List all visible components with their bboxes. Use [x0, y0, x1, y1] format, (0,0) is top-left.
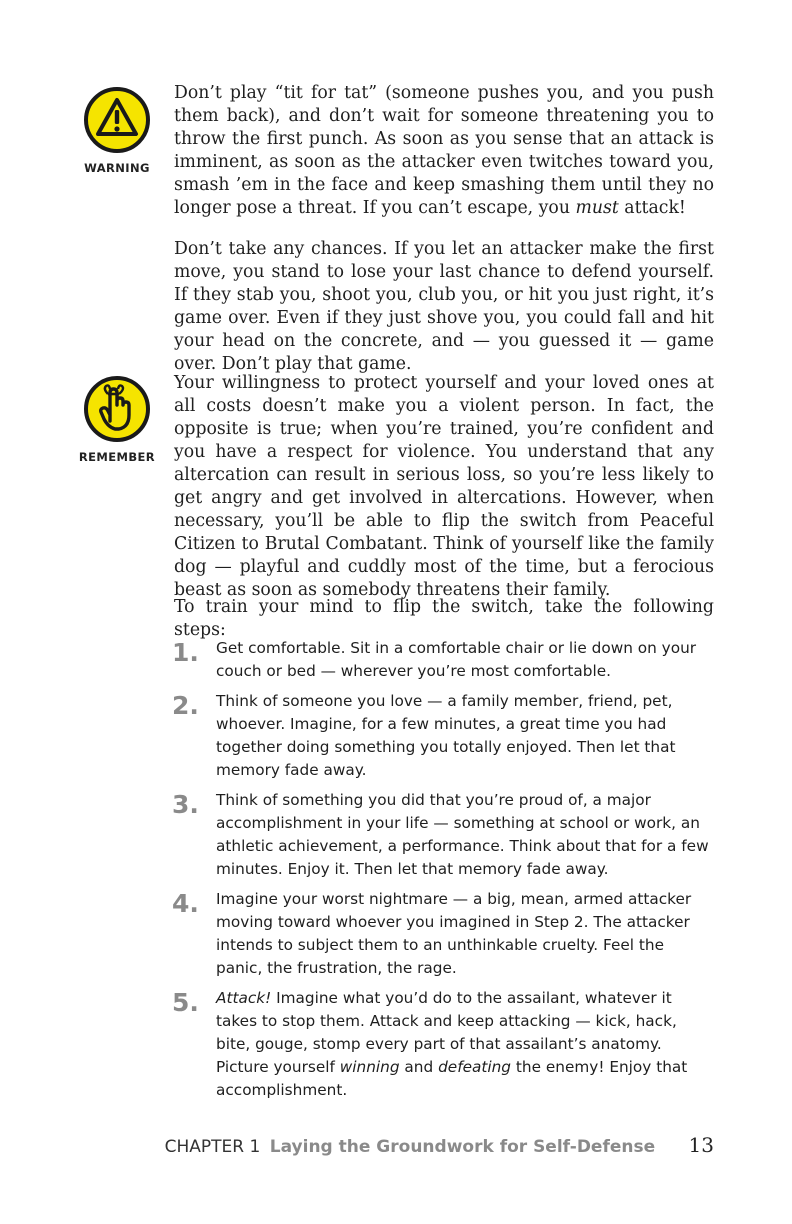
step-text: Get comfortable. Sit in a comfortable chair or lie down on your couch or bed — wherever you’re most comfortable.: [216, 639, 697, 680]
step-item: [172, 888, 712, 980]
paragraph-remember: Your willingness to protect yourself and your loved ones at all costs doesn’t make you a violent person. In fact, the opposite is true; when you’re trained, you’re confident and you have a respect for violence. You understand that any altercation can result in serious loss, so you’re less likely to get angry and get involved in altercations. However, when necessary, you’ll be able to flip the switch from Peaceful Citizen to Brutal Combatant. Think of yourself like the family dog — playful and cuddly most of the time, but a ferocious beast as soon as somebody threatens their family.: [174, 373, 714, 600]
step-item: [172, 987, 712, 1102]
step-item: [172, 690, 712, 782]
paragraph-warning: [174, 82, 714, 220]
emphasis-text: defeating: [438, 1058, 512, 1076]
emphasis-text: winning: [339, 1058, 400, 1076]
step-item: [172, 789, 712, 881]
step-text: [216, 987, 712, 1102]
emphasis-text: Attack!: [216, 989, 272, 1007]
paragraph-chances: Don’t take any chances. If you let an attacker make the first move, you stand to lose your last chance to defend yourself. If they stab you, shoot you, club you, or hit you just right, it’s game over. Even if they just shove you, you could fall and hit your head on the concrete, and — you guessed it — game over. Don’t play that game.: [174, 239, 714, 374]
step-number: 5.: [172, 988, 199, 1017]
step-text-part: Imagine what you’d do to the assailant, whatever it takes to stop them. Attack and keep attacking — kick, hack, bite, gouge, stomp every part of that assailant’s anatomy. Picture yourself: [216, 989, 677, 1076]
step-number: 3.: [172, 790, 199, 819]
step-text-part: the enemy! Enjoy that accomplishment.: [216, 1058, 688, 1099]
steps-intro: To train your mind to flip the switch, take the following steps:: [174, 597, 714, 640]
warning-callout: [72, 86, 162, 175]
step-text: Imagine your worst nightmare — a big, mean, armed attacker moving toward whoever you imagined in Step 2. The attacker intends to subject them to an unthinkable cruelty. Feel the panic, the frustration, the rage.: [216, 890, 692, 977]
chapter-number: CHAPTER 1: [164, 1137, 261, 1157]
emphasis-text: must: [575, 198, 619, 218]
warning-label: WARNING: [84, 161, 150, 175]
step-item: [172, 637, 712, 683]
page-number: 13: [688, 1133, 714, 1157]
warning-icon: [83, 86, 151, 154]
step-text: Think of something you did that you’re proud of, a major accomplishment in your life — something at school or work, an athletic achievement, a performance. Think about that for a few minutes. Enjoy it. Then let that memory fade away.: [216, 791, 709, 878]
remember-label: REMEMBER: [78, 450, 156, 464]
step-text-part: and: [399, 1058, 439, 1076]
chapter-title: Laying the Groundwork for Self-Defense: [269, 1137, 656, 1157]
paragraph-text: Don’t play “tit for tat” (someone pushes you, and you push them back), and don’t wait for someone threatening you to throw the first punch. As soon as you sense that an attack is imminent, as soon as the attacker even twitches toward you, smash ’em in the face and keep smashing them until they no longer pose a threat. If you can’t escape, you: [174, 83, 714, 218]
step-number: 2.: [172, 691, 199, 720]
paragraph-text: attack!: [618, 198, 686, 218]
steps-list: [172, 637, 712, 1109]
page-footer: [165, 1133, 714, 1157]
remember-callout: [72, 375, 162, 464]
step-text: Think of someone you love — a family member, friend, pet, whoever. Imagine, for a few minutes, a great time you had together doing something you totally enjoyed. Then let that memory fade away.: [216, 692, 676, 779]
step-number: 1.: [172, 638, 199, 667]
finger-string-icon: [83, 375, 151, 443]
step-number: 4.: [172, 889, 199, 918]
